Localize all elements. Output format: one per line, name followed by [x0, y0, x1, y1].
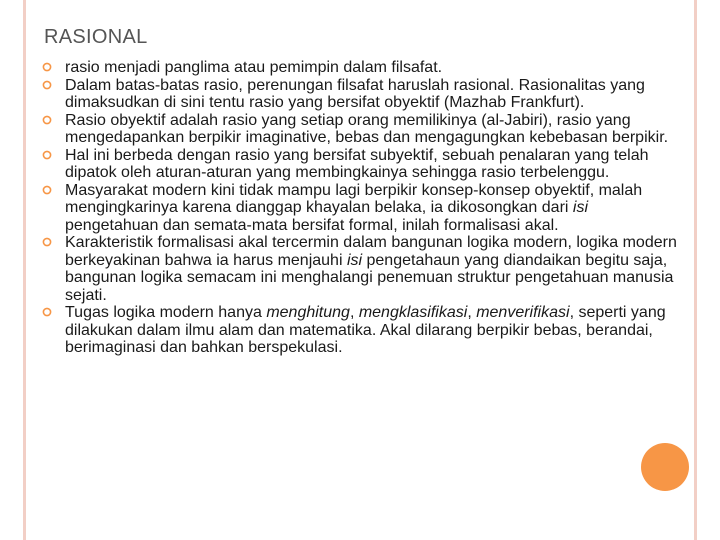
bullet-circle-icon: [42, 307, 52, 317]
bullet-text-italic: menverifikasi: [476, 304, 570, 321]
bullet-text: pengetahuan dan semata-mata bersifat formal, inilah formalisasi akal.: [65, 216, 559, 234]
bullet-item: [42, 59, 682, 77]
bullet-item: [42, 112, 682, 147]
bullet-item: [42, 182, 682, 235]
bullet-text: pengetahaun yang diandaikan begitu saja, bangunan logika semacam ini menghalangi penemuan struktur pengetahuan manusia sejati.: [65, 251, 674, 304]
bullet-circle-icon: [42, 237, 52, 247]
bullet-list: [42, 59, 682, 357]
bullet-text-italic: isi: [572, 199, 589, 216]
slide-title: RASIONAL: [44, 26, 148, 48]
bullet-text: rasio menjadi panglima atau pemimpin dalam filsafat.: [65, 59, 443, 76]
bullet-circle-icon: [42, 185, 52, 195]
bullet-circle-icon: [42, 115, 52, 125]
bullet-text: Masyarakat modern kini tidak mampu lagi berpikir konsep-konsep obyektif, malah mengingkarinya karena dianggap khayalan belaka, ia dikosongkan dari: [65, 181, 643, 216]
bullet-text: Hal ini berbeda dengan rasio yang bersifat subyektif, sebuah penalaran yang telah dipatok oleh aturan-aturan yang membingkainya sehingga rasio terbelenggu.: [65, 146, 649, 181]
bullet-text: ,: [467, 304, 477, 321]
bullet-text: , seperti yang dilakukan dalam ilmu alam dan matematika. Akal dilarang berpikir bebas, berandai, berimaginasi dan bahkan berspekulasi.: [65, 304, 666, 356]
accent-circle: [641, 443, 689, 491]
slide-frame-right: [694, 0, 697, 540]
bullet-text-italic: menghitung: [266, 304, 350, 321]
bullet-item: [42, 77, 682, 112]
bullet-text-italic: mengklasifikasi: [358, 304, 468, 321]
bullet-item: [42, 234, 682, 304]
bullet-item: [42, 147, 682, 182]
bullet-text: Rasio obyektif adalah rasio yang setiap orang memilikinya (al-Jabiri), rasio yang mengedapankan berpikir imaginative, bebas dan mengagungkan kebebasan berpikir.: [65, 111, 669, 146]
bullet-text: Tugas logika modern hanya: [65, 304, 267, 321]
slide-frame-left: [23, 0, 26, 540]
bullet-text: Karakteristik formalisasi akal tercermin dalam bangunan logika modern, logika modern berkeyakinan bahwa ia harus menjauhi: [65, 234, 677, 269]
bullet-circle-icon: [42, 150, 52, 160]
bullet-text: Dalam batas-batas rasio, perenungan filsafat haruslah rasional. Rasionalitas yang dimaksudkan di sini tentu rasio yang bersifat obyektif (Mazhab Frankfurt).: [65, 76, 645, 111]
bullet-text-italic: isi: [346, 251, 363, 269]
bullet-circle-icon: [42, 62, 52, 72]
bullet-circle-icon: [42, 80, 52, 90]
bullet-text: ,: [349, 304, 359, 321]
bullet-item: [42, 304, 682, 357]
